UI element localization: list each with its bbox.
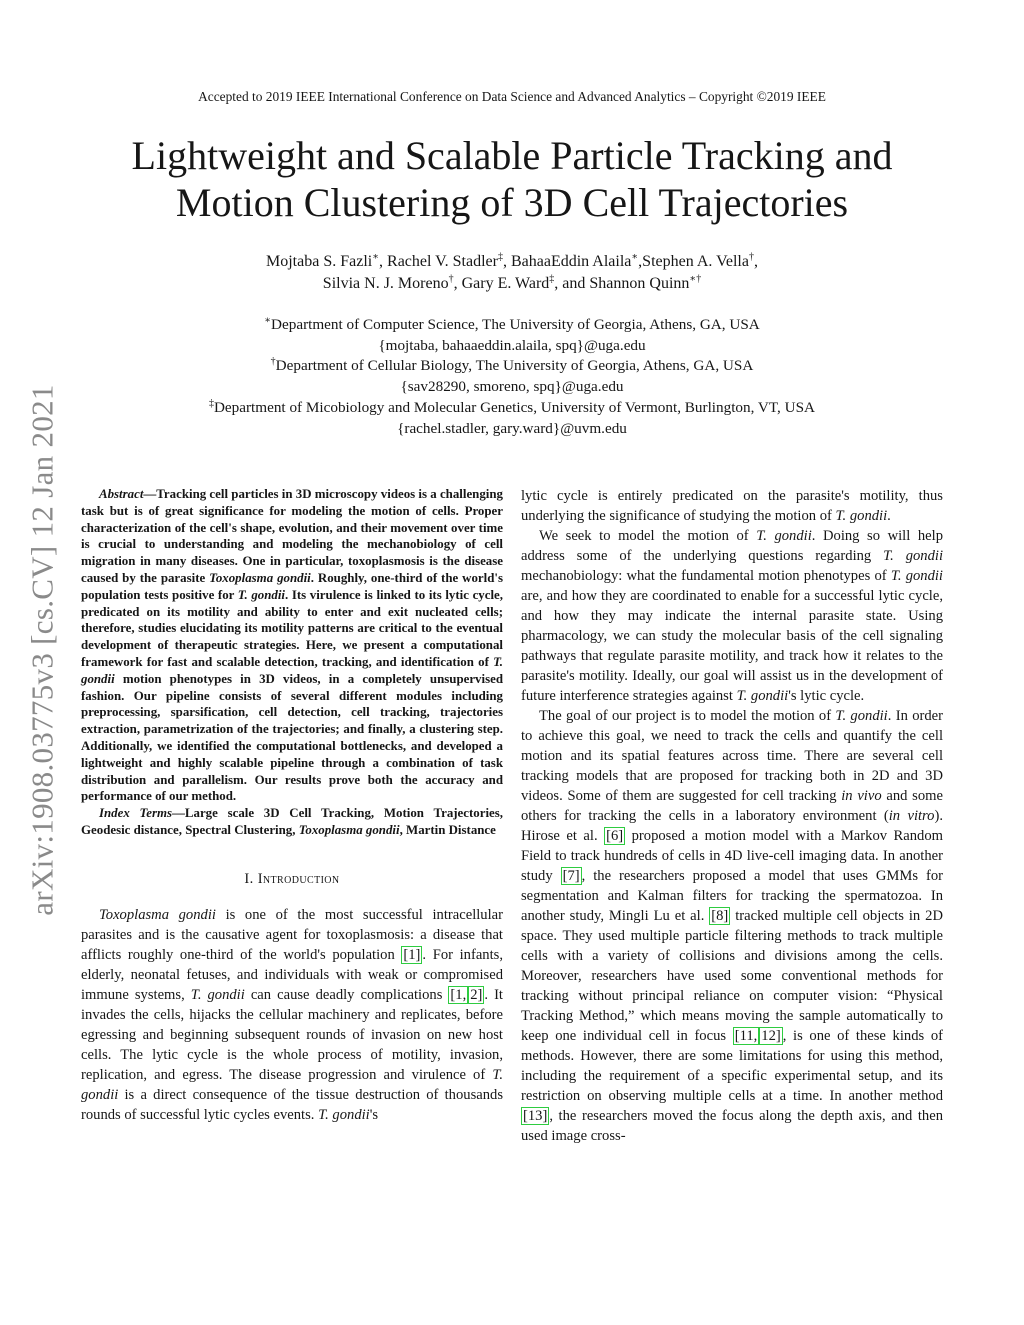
right-column [521,486,943,1146]
affiliation-mark: ∗ [631,251,639,263]
author-name: , and Shannon Quinn [554,275,690,292]
affiliation-dept [0,398,1024,419]
author-list [0,251,1024,295]
index-terms-label: Index Terms [99,806,173,821]
body-text: 's [369,1106,379,1123]
abstract-text: . Roughly, one-third of the world's population tests positive for [81,570,503,602]
body-text: ). Hirose et al. [521,808,943,844]
author-name: , Gary E. Ward [453,275,550,292]
abstract [81,486,503,805]
species-name: T. gondii [190,986,245,1003]
intro-paragraph-continued [521,486,943,526]
affiliation-mark: † [748,251,754,263]
affiliations [0,315,1024,439]
section-heading [81,871,503,888]
title-line-1: Lightweight and Scalable Particle Tracking and [131,133,893,178]
species-name: Toxoplasma gondii [99,906,216,923]
affiliation-dept [0,315,1024,336]
body-text: can cause deadly complications [244,986,449,1003]
body-text: . It invades the cells, hijacks the cellular machinery and replicates, before egressing and beginning subsequent rounds of invasion on new host cells. The lytic cycle is the whole process of motility, invasion, replication, and egress. The disease progression and virulence of [81,986,503,1083]
species-name: T. gondii [835,708,888,724]
species-name: T. gondii [835,508,888,524]
paper-title [60,132,964,226]
intro-paragraph [81,905,503,1125]
emphasis-text: in vivo [841,788,882,804]
citation-link[interactable]: 12] [761,1028,781,1044]
abstract-label: Abstract [99,487,144,501]
index-terms-text: , Martin Distance [399,822,496,837]
body-text: 's lytic cycle. [788,688,865,704]
author-name: ,Stephen A. Vella [638,253,749,270]
author-name: Silvia N. J. Moreno [322,275,449,292]
author-name: , Rachel V. Stadler [379,253,498,270]
department-name: Department of Micobiology and Molecular Genetics, University of Vermont, Burlington, VT, USA [213,398,816,416]
species-name: T. gondii [736,688,789,704]
body-text: is a direct consequence of the tissue destruction of thousands rounds of successful lytic cycles events. [81,1086,503,1123]
left-column [81,486,503,1125]
emphasis-text: in vitro [888,808,935,824]
citation-link[interactable]: 2] [470,986,483,1003]
affiliation-mark: ∗ [372,251,380,263]
body-text: lytic cycle is entirely predicated on the parasite's motility, thus underlying the significance of studying the motion of [521,488,943,524]
citation-link[interactable]: [13] [523,1108,548,1124]
index-terms-dash: — [172,806,185,821]
author-separator: , [753,253,758,270]
body-text: tracked multiple cell objects in 2D space. They used multiple particle filtering methods to track multiple cells with a variety of collisions and divisions among the cells. Moreover, researchers have used some conventional methods for tracking without principal reliance on computer vision: “Physical Tracking Method,” which means moving the sample automatically to keep one individual cell in focus [521,908,943,1044]
citation-link[interactable]: [6] [606,828,624,844]
body-text: is one of the most successful intracellular parasites and is the causative agent for toxoplasmosis: a disease that afflicts roughly one-third of the world's population [81,906,503,963]
body-text: , is one of these kinds of methods. However, there are some limitations for using this method, including the requirement of a specific experimental setup, and its restriction on observing multiple cells at a time. In another method [521,1028,943,1104]
body-text: proposed a motion model with a Markov Random Field to track hundreds of cells in 4D live-cell imaging data. In another study [521,828,943,884]
affiliation-email: {rachel.stadler, gary.ward}@uvm.edu [397,419,627,437]
intro-paragraph [521,526,943,706]
index-terms [81,805,503,839]
citation-link[interactable]: [7] [562,868,580,884]
affiliation-mark: † [270,356,276,368]
body-text: and some others for tracking the cells in a laboratory environment ( [521,788,943,824]
abstract-text: Tracking cell particles in 3D microscopy videos is a challenging task but is of great significance for modeling the motion of cells. Proper characterization of the cell's shape, evolution, and their movement over time is crucial to understanding and modeling the mechanobiology of cell migration in many diseases. One in particular, toxoplasmosis is the disease caused by the parasite [81,487,503,585]
body-text: mechanobiology: what the fundamental motion phenotypes of [521,568,891,584]
affiliation-mark: ∗ [264,314,272,326]
arxiv-identifier: arXiv:1908.03775v3 [cs.CV] 12 Jan 2021 [25,384,61,916]
citation-link[interactable]: [1, [450,986,467,1003]
section-title: Introduction [257,870,340,887]
affiliation-email: {sav28290, smoreno, spq}@uga.edu [400,378,624,396]
affiliation-mark: ∗† [689,273,702,285]
body-text: . For infants, elderly, neonatal fetuses, and individuals with weak or compromised immune systems, [81,946,503,1003]
species-name: T. gondii [237,587,285,602]
species-name: T. gondii [883,548,943,564]
species-name: T. gondii [81,1066,503,1103]
body-text: , the researchers moved the focus along the depth axis, and then used image cross- [521,1108,943,1144]
body-text: . [887,508,891,524]
citation-link[interactable]: [8] [711,908,729,924]
conference-note: Accepted to 2019 IEEE International Conference on Data Science and Advanced Analytics – Copyright ©2019 IEEE [198,89,826,104]
department-name: Department of Cellular Biology, The University of Georgia, Athens, GA, USA [275,357,754,375]
arxiv-sidebar [22,360,64,940]
author-name: , BahaaEddin Alaila [502,253,632,270]
species-name: Toxoplasma gondii [298,822,400,837]
species-name: T. gondii [81,654,503,686]
abstract-text: motion phenotypes in 3D videos, in a completely unsupervised fashion. Our pipeline consists of several different modules including preprocessing, sparsification, cell detection, cell tracking, trajectories extraction, parametrization of the trajectories; and finally, a clustering step. Additionally, we identified the computational bottlenecks, and developed a lightweight and highly scalable pipeline through a combination of task distribution and parallelism. Our results prove both the accuracy and performance of our method. [81,671,503,804]
title-line-2: Motion Clustering of 3D Cell Trajectories [175,180,849,225]
body-text: We seek to model the motion of [539,528,757,544]
body-text: The goal of our project is to model the motion of [539,708,836,724]
species-name: Toxoplasma gondii [209,570,311,585]
author-name: Mojtaba S. Fazli [266,253,373,270]
species-name: T. gondii [318,1106,370,1123]
abstract-text: . Its virulence is linked to its lytic cycle, predicated on its motility and ability to enter and exit nucleated cells; therefore, studies elucidating its motility patterns are critical to the eventual development of therapeutic strategies. Here, we present a computational framework for fast and scalable detection, tracking, and identification of [81,587,503,669]
species-name: T. gondii [756,528,812,544]
affiliation-mark: ‡ [497,251,503,263]
affiliation-email: {mojtaba, bahaaeddin.alaila, spq}@uga.edu [378,336,646,354]
species-name: T. gondii [890,568,943,584]
body-text: are, and how they are coordinated to enable for a successful lytic cycle, and how they may indicate the internal parasite state. Using pharmacology, we can study the molecular basis of the cell signaling pathways that regulate parasite motility, and track how it relates to the parasite's motility. Ideally, our goal will assist us in the development of future interference strategies against [521,588,943,704]
index-terms-text: Large scale 3D Cell Tracking, Motion Trajectories, Geodesic distance, Spectral Clustering, [81,806,503,837]
citation-link[interactable]: [1] [403,946,421,963]
citation-link[interactable]: [11, [734,1028,758,1044]
body-text: , the researchers proposed a model that uses GMMs for segmentation and Kalman filters for tracking the spermatozoa. In another study, Mingli Lu et al. [521,868,943,924]
affiliation-mark: † [448,273,454,285]
abstract-dash: — [143,487,157,501]
affiliation-mark: ‡ [208,397,214,409]
intro-paragraph [521,706,943,1146]
department-name: Department of Computer Science, The University of Georgia, Athens, GA, USA [271,316,760,333]
section-number: I. [244,870,258,887]
affiliation-dept [0,356,1024,377]
body-text: . In order to achieve this goal, we need to track the cells and quantify the cell motion and its spatial features across time. There are several cell tracking models that are proposed for tracking both in 2D and 3D videos. Some of them are suggested for cell tracking [521,708,943,804]
body-text: . Doing so will help address some of the underlying questions regarding [521,528,943,564]
affiliation-mark: ‡ [549,273,555,285]
